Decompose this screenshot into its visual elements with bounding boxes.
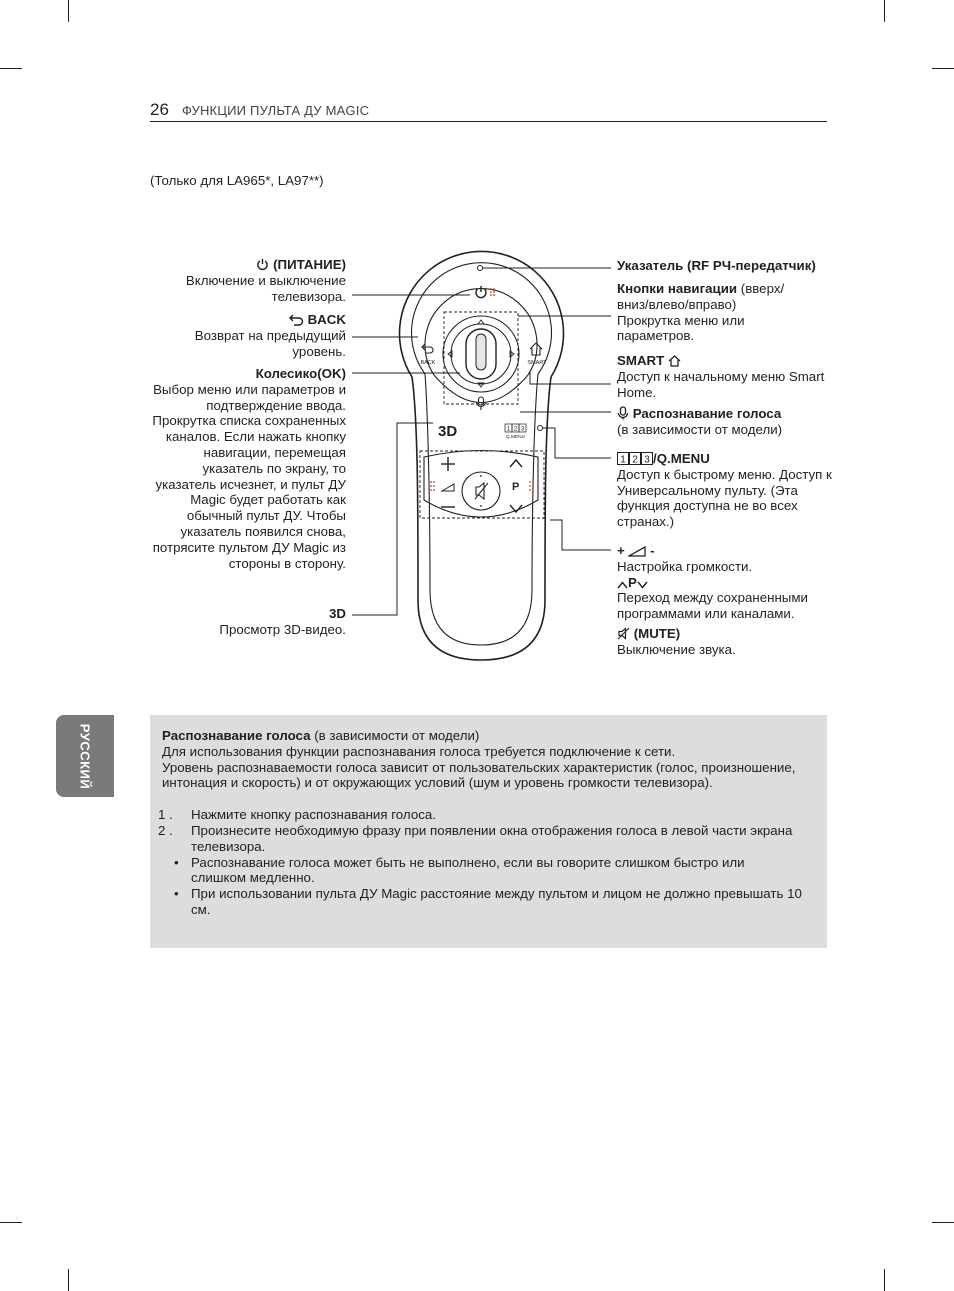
nav-title: Кнопки навигации: [617, 281, 738, 296]
td-title: 3D: [329, 606, 346, 621]
voice-desc: (в зависимости от модели): [617, 421, 783, 437]
remote-3d-label: 3D: [438, 423, 458, 440]
remote-back-icon: [422, 344, 433, 353]
crop-mark: [68, 1269, 69, 1291]
remote-mute-icon: [475, 483, 488, 499]
page-header-title: ФУНКЦИИ ПУЛЬТА ДУ MAGIC: [182, 103, 370, 118]
mute-desc: Выключение звука.: [617, 641, 736, 657]
voice-info-box: [150, 715, 827, 948]
back-title: BACK: [307, 312, 346, 327]
pointer-title: Указатель (RF РЧ-передатчик): [617, 258, 816, 273]
channel-up-icon: [510, 460, 522, 467]
crop-mark: [0, 1222, 22, 1223]
voice-title: Распознавание голоса: [632, 406, 782, 421]
list-item: • Распознавание голоса может быть не выполнено, если вы говорите слишком быстро или слишком медленно.: [174, 854, 745, 886]
smart-desc: Доступ к начальному меню Smart Home.: [617, 368, 825, 400]
qmenu-desc: Доступ к быстрому меню. Доступ к Универсальному пульту. (Эта функция доступна не во всех странах.): [617, 466, 832, 530]
ok-wheel-highlight: [476, 334, 486, 370]
vol-minus: -: [650, 543, 655, 558]
list-item: 2 . Произнесите необходимую фразу при появлении окна отображения голоса в левой части экрана телевизора.: [158, 822, 793, 854]
td-desc: Просмотр 3D-видео.: [219, 621, 346, 637]
info-para-1: Для использования функции распознавания голоса требуется подключение к сети.: [162, 743, 676, 759]
qmenu-digit-3: 3: [644, 454, 650, 465]
remote-p-label: P: [512, 481, 520, 493]
crop-mark: [932, 1222, 954, 1223]
info-title: Распознавание голоса: [162, 728, 311, 743]
remote-power-icon: [476, 286, 486, 298]
remote-smart-label: SMART: [527, 360, 547, 366]
power-title: (ПИТАНИЕ): [273, 257, 346, 272]
qmenu-digit-1: 1: [620, 454, 626, 465]
back-desc: Возврат на предыдущий уровень.: [194, 327, 346, 359]
list-item: 1 . Нажмите кнопку распознавания голоса.: [158, 807, 436, 823]
mute-title: (MUTE): [633, 625, 681, 641]
remote-body: [400, 251, 564, 660]
model-note: (Только для LA965*, LA97**): [150, 173, 324, 188]
remote-mic-icon: [477, 397, 486, 410]
smart-title: SMART: [617, 353, 665, 368]
qmenu-dot: [538, 426, 543, 431]
svg-text:2: 2: [513, 426, 518, 433]
svg-text:3: 3: [520, 426, 525, 433]
info-title-paren: (в зависимости от модели): [314, 728, 480, 743]
language-tab: [56, 715, 114, 797]
vol-plus: +: [617, 543, 625, 558]
remote-qmenu-label: Q.MENU: [505, 435, 526, 440]
power-desc: Включение и выключение телевизора.: [185, 272, 346, 304]
remote-volume-wedge: [442, 484, 454, 491]
remote-back-label: BACK: [420, 360, 436, 366]
nav-up-icon: [478, 320, 484, 324]
pointer-dot: [478, 266, 483, 271]
crop-mark: [884, 1269, 885, 1291]
vol-desc: Настройка громкости.: [617, 558, 753, 574]
nav-paren: (вверх/ вниз/влево/вправо): [617, 281, 785, 312]
svg-text:1: 1: [506, 426, 511, 433]
language-tab-label: РУССКИЙ: [77, 723, 93, 789]
p-desc: Переход между сохраненными программами или каналами.: [617, 590, 808, 622]
list-item: • При использовании пульта ДУ Magic расстояние между пультом и лицом не должно превышать 10 см.: [174, 886, 802, 917]
wheel-desc: Выбор меню или параметров и подтверждение ввода. Прокрутка списка сохраненных каналов. Если нажать кнопку навигации, перемещая указатель по экрану, то указатель исчезнет, и пульт ДУ Magic будет работать как обычный пульт ДУ. Чтобы указатель появился снова, потрясите пультом ДУ Magic из стороны в сторону.: [152, 381, 346, 571]
qmenu-title: /Q.MENU: [653, 451, 710, 466]
page-number: 26: [150, 100, 169, 119]
info-para-2: Уровень распознаваемости голоса зависит от пользовательских характеристик (голос, произношение, интонация и скорость) и от окружающих условий (шум и уровень громкости телевизора).: [162, 759, 796, 791]
qmenu-digit-2: 2: [632, 454, 638, 465]
wheel-title: Колесико(OK): [255, 366, 346, 381]
p-title: P: [628, 574, 637, 590]
nav-desc: Прокрутка меню или параметров.: [617, 312, 745, 344]
